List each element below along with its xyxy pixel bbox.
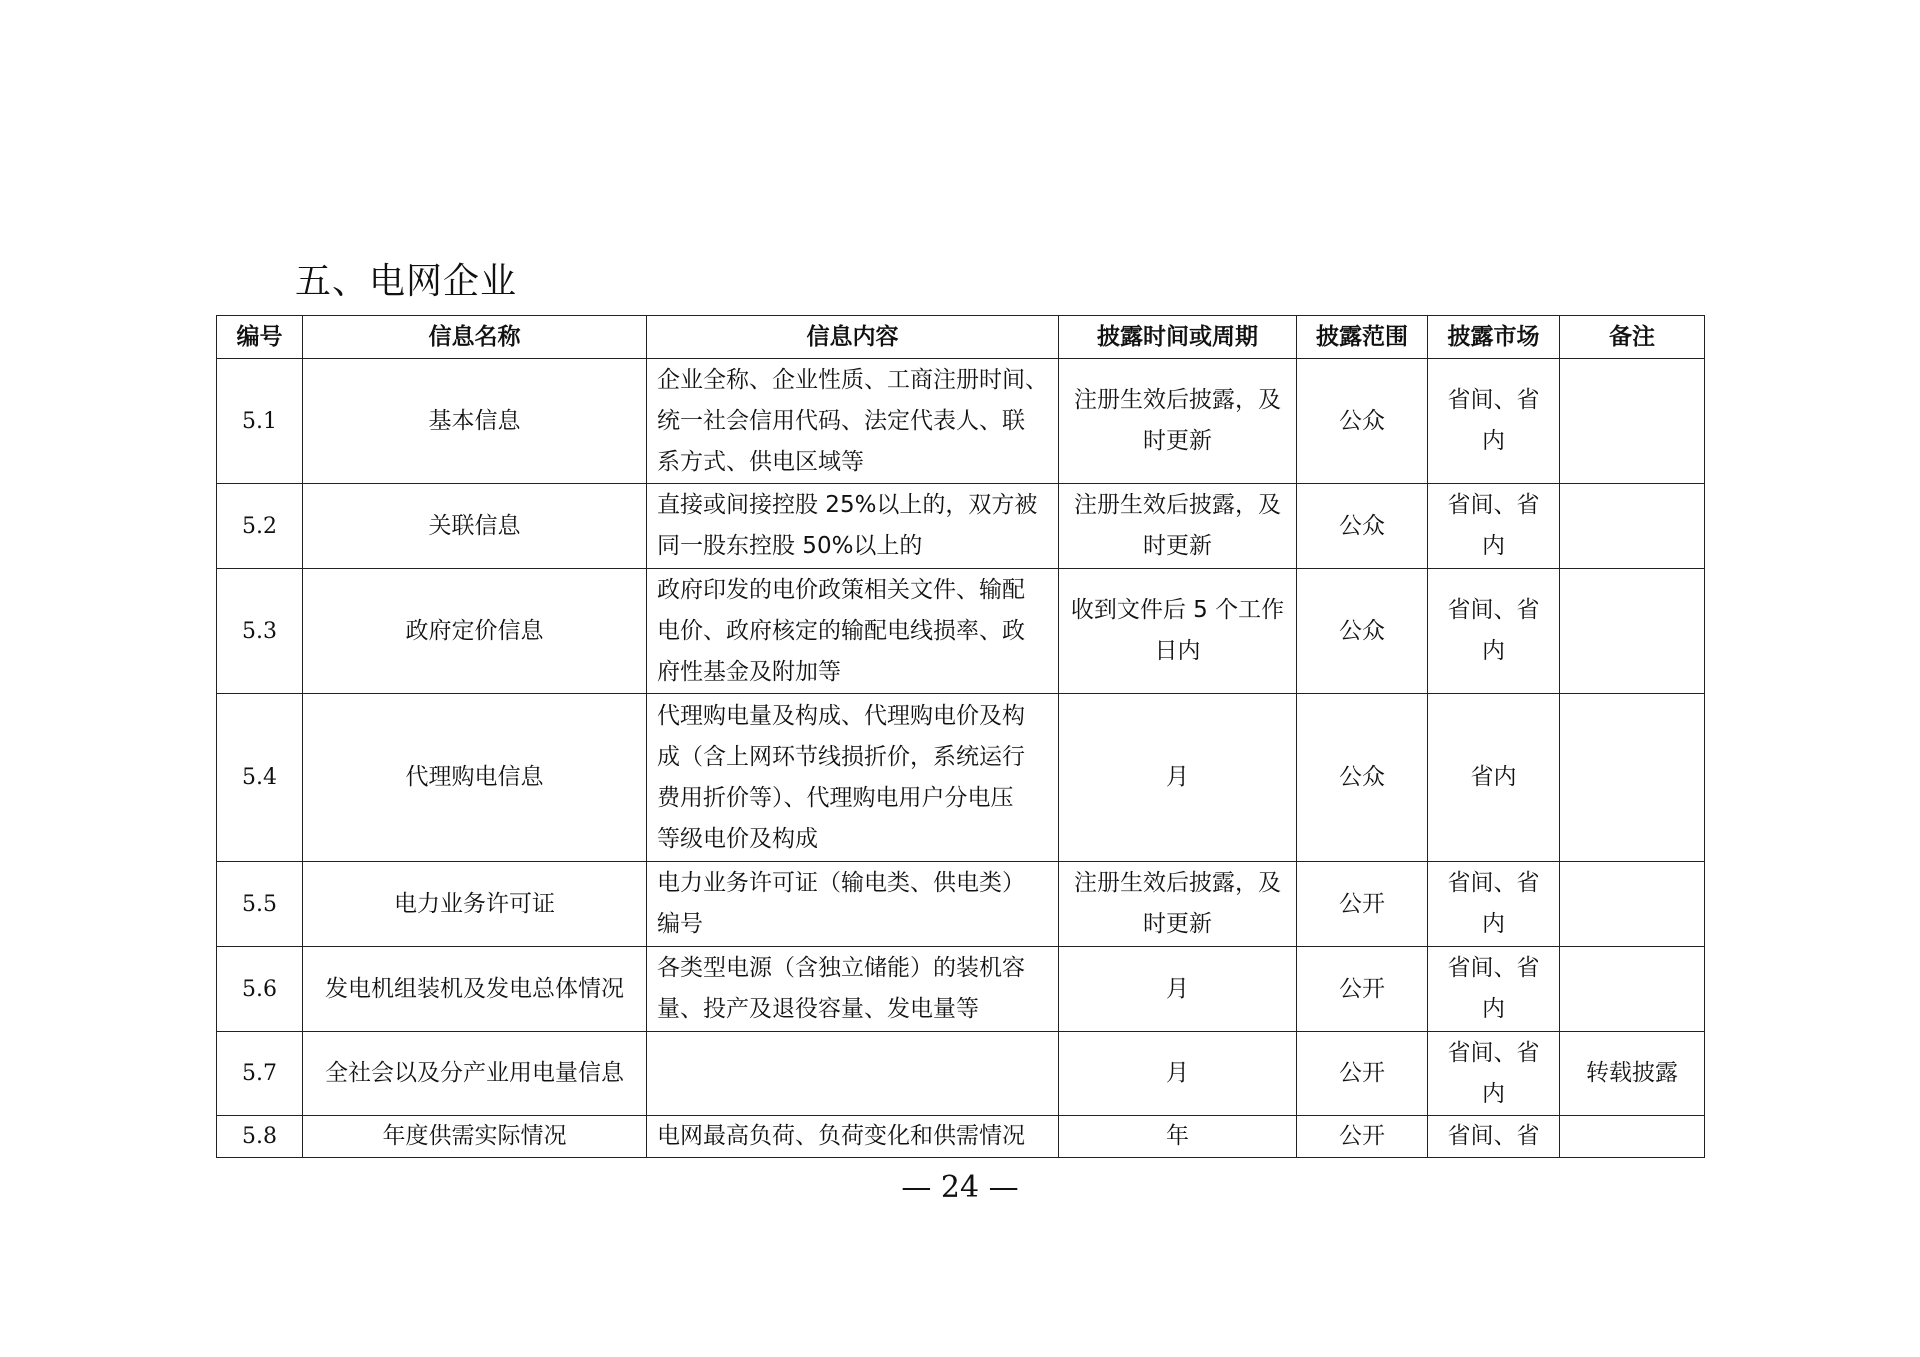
cell-market-line: 省内: [1470, 764, 1517, 790]
cell-name: 电力业务许可证: [303, 862, 647, 947]
table-header-row: [217, 316, 1705, 359]
cell-market: [1428, 694, 1560, 862]
table-body: [217, 359, 1705, 1158]
cell-note: [1560, 569, 1705, 694]
cell-scope: 公众: [1297, 569, 1428, 694]
cell-id: 5.4: [217, 694, 303, 862]
cell-content-line: 同一股东控股 50%以上的: [657, 533, 923, 559]
cell-market-line: 省间、省: [1447, 1123, 1540, 1149]
header-market: 披露市场: [1428, 316, 1560, 359]
cell-note: [1560, 1116, 1705, 1158]
cell-content: [647, 862, 1059, 947]
page-number: — 24 —: [901, 1170, 1019, 1205]
cell-content-line: 量、投产及退役容量、发电量等: [657, 996, 979, 1022]
cell-content-line: 直接或间接控股 25%以上的，双方被: [657, 492, 1038, 518]
table-row: [217, 569, 1705, 694]
cell-period: [1059, 359, 1297, 484]
cell-period-line: 时更新: [1143, 911, 1212, 937]
cell-id: 5.6: [217, 947, 303, 1032]
cell-content-line: 企业全称、企业性质、工商注册时间、: [657, 366, 1048, 393]
cell-content-line: 系方式、供电区域等: [657, 448, 864, 475]
cell-scope: 公开: [1297, 1032, 1428, 1116]
cell-market-line: 内: [1482, 1080, 1505, 1107]
cell-id: 5.5: [217, 862, 303, 947]
cell-period: [1059, 1116, 1297, 1158]
header-note: 备注: [1560, 316, 1705, 359]
cell-period-line: 年: [1166, 1123, 1189, 1149]
cell-period-line: 时更新: [1143, 428, 1212, 454]
cell-period-line: 时更新: [1143, 533, 1212, 559]
cell-content-line: 各类型电源（含独立储能）的装机容: [657, 955, 1025, 981]
cell-scope: 公开: [1297, 1116, 1428, 1158]
cell-content-line: 费用折价等）、代理购电用户分电压: [657, 784, 1014, 811]
cell-id: 5.1: [217, 359, 303, 484]
cell-name: 关联信息: [303, 484, 647, 569]
cell-note: [1560, 484, 1705, 569]
cell-period-line: 月: [1166, 764, 1189, 790]
cell-content: [647, 569, 1059, 694]
table-row: [217, 1116, 1705, 1158]
cell-name: 发电机组装机及发电总体情况: [303, 947, 647, 1032]
cell-period-line: 日内: [1154, 638, 1201, 664]
cell-content: [647, 1116, 1059, 1158]
cell-market: [1428, 1116, 1560, 1158]
cell-note: 转载披露: [1560, 1032, 1705, 1116]
cell-market-line: 内: [1482, 533, 1505, 559]
cell-content-line: 电价、政府核定的输配电线损率、政: [657, 617, 1025, 644]
table-row: [217, 484, 1705, 569]
cell-period: [1059, 862, 1297, 947]
cell-period-line: 注册生效后披露，及: [1074, 387, 1281, 413]
disclosure-table: [216, 315, 1705, 1158]
cell-content: [647, 484, 1059, 569]
cell-content: [647, 1032, 1059, 1116]
table-row: [217, 359, 1705, 484]
header-name: 信息名称: [303, 316, 647, 359]
cell-content: [647, 359, 1059, 484]
header-id: 编号: [217, 316, 303, 359]
table-row: [217, 694, 1705, 862]
cell-content-line: 政府印发的电价政策相关文件、输配: [657, 576, 1025, 603]
header-content: 信息内容: [647, 316, 1059, 359]
cell-period-line: 月: [1166, 975, 1189, 1002]
cell-period-line: 注册生效后披露，及: [1074, 492, 1281, 518]
cell-name: 政府定价信息: [303, 569, 647, 694]
cell-name: 代理购电信息: [303, 694, 647, 862]
cell-scope: 公开: [1297, 862, 1428, 947]
cell-note: [1560, 947, 1705, 1032]
cell-name: 年度供需实际情况: [303, 1116, 647, 1158]
cell-name: 基本信息: [303, 359, 647, 484]
cell-market-line: 内: [1482, 996, 1505, 1022]
cell-content: [647, 694, 1059, 862]
cell-period: [1059, 484, 1297, 569]
cell-scope: 公众: [1297, 694, 1428, 862]
cell-id: 5.3: [217, 569, 303, 694]
cell-market-line: 省间、省: [1447, 1039, 1540, 1066]
cell-content-line: 电力业务许可证（输电类、供电类）: [657, 870, 1025, 896]
cell-market: [1428, 862, 1560, 947]
cell-content-line: 府性基金及附加等: [657, 658, 841, 685]
cell-market: [1428, 359, 1560, 484]
section-title: 五、电网企业: [295, 261, 518, 302]
header-scope: 披露范围: [1297, 316, 1428, 359]
cell-content-line: 编号: [657, 911, 703, 937]
cell-id: 5.8: [217, 1116, 303, 1158]
cell-id: 5.7: [217, 1032, 303, 1116]
cell-scope: 公众: [1297, 484, 1428, 569]
cell-scope: 公众: [1297, 359, 1428, 484]
cell-market-line: 省间、省: [1447, 955, 1540, 981]
table-row: [217, 862, 1705, 947]
cell-period-line: 注册生效后披露，及: [1074, 870, 1281, 896]
cell-content-line: 成（含上网环节线损折价，系统运行: [657, 743, 1025, 770]
cell-market: [1428, 484, 1560, 569]
cell-content-line: 代理购电量及构成、代理购电价及构: [657, 702, 1025, 729]
cell-note: [1560, 694, 1705, 862]
cell-period: [1059, 694, 1297, 862]
cell-content-line: 电网最高负荷、负荷变化和供需情况: [657, 1123, 1025, 1149]
cell-content-line: 等级电价及构成: [657, 825, 818, 852]
cell-market-line: 省间、省: [1447, 597, 1540, 623]
cell-period-line: 月: [1166, 1060, 1189, 1086]
cell-note: [1560, 862, 1705, 947]
header-period: 披露时间或周期: [1059, 316, 1297, 359]
cell-market-line: 内: [1482, 638, 1505, 664]
cell-market: [1428, 947, 1560, 1032]
cell-id: 5.2: [217, 484, 303, 569]
cell-market-line: 省间、省: [1447, 387, 1540, 413]
cell-market: [1428, 1032, 1560, 1116]
table-row: [217, 947, 1705, 1032]
cell-market-line: 内: [1482, 911, 1505, 937]
cell-period-line: 收到文件后 5 个工作: [1070, 597, 1285, 623]
cell-scope: 公开: [1297, 947, 1428, 1032]
cell-market: [1428, 569, 1560, 694]
cell-market-line: 省间、省: [1447, 492, 1540, 518]
cell-period: [1059, 947, 1297, 1032]
cell-name: 全社会以及分产业用电量信息: [303, 1032, 647, 1116]
cell-period: [1059, 1032, 1297, 1116]
cell-note: [1560, 359, 1705, 484]
cell-period: [1059, 569, 1297, 694]
cell-market-line: 省间、省: [1447, 870, 1540, 896]
table-row: [217, 1032, 1705, 1116]
cell-content-line: 统一社会信用代码、法定代表人、联: [657, 407, 1025, 434]
cell-market-line: 内: [1482, 428, 1505, 454]
cell-content: [647, 947, 1059, 1032]
